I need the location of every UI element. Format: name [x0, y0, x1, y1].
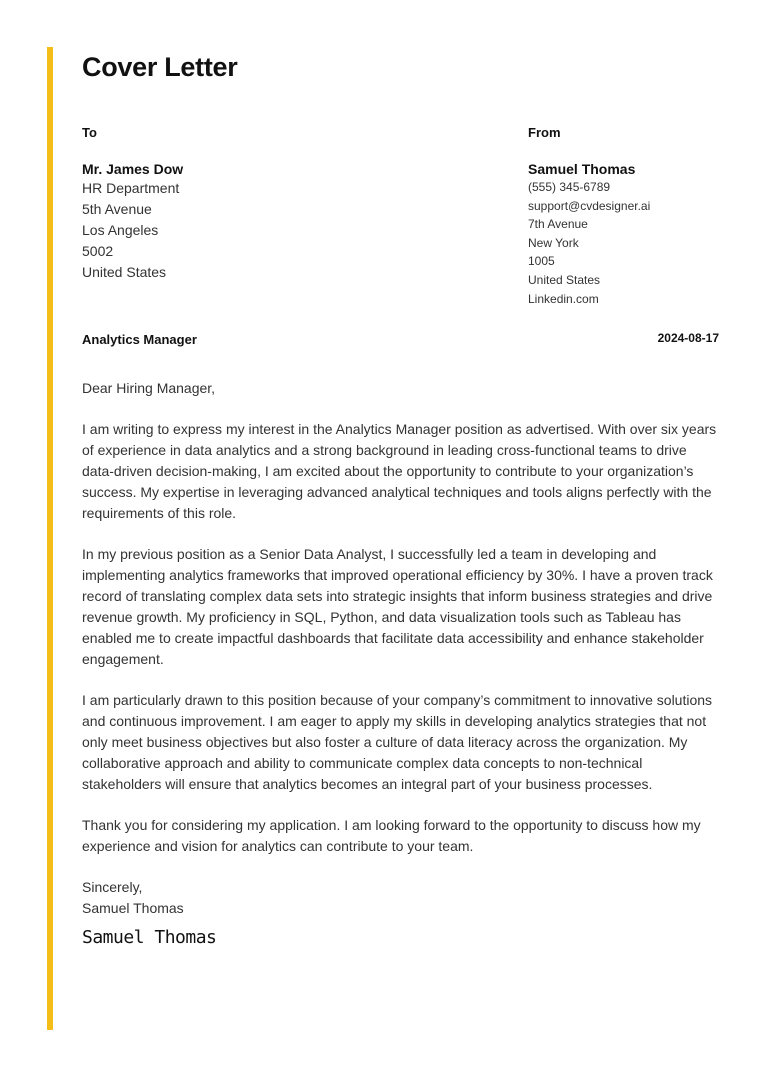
signature: Samuel Thomas — [82, 927, 217, 948]
page-title: Cover Letter — [82, 52, 238, 82]
recipient-postal-code: 5002 — [82, 243, 114, 259]
sender-phone: (555) 345-6789 — [528, 180, 611, 194]
closing-block — [82, 877, 722, 919]
recipient-address — [82, 178, 382, 283]
sender-contact — [528, 178, 728, 308]
paragraph-3: I am particularly drawn to this position because of your company’s commitment to innovative solutions and continuous improvement. I am eager to apply my skills in developing analytics strategies that not only meet business objectives but also foster a culture of data literacy across the organization. My collaborative approach and ability to communicate complex data concepts to non-technical stakeholders will ensure that analytics becomes an integral part of your business processes. — [82, 692, 713, 792]
recipient-name: Mr. James Dow — [82, 161, 184, 177]
recipient-street: 5th Avenue — [82, 201, 152, 217]
letter-date: 2024-08-17 — [657, 331, 719, 345]
sender-email: support@cvdesigner.ai — [528, 198, 651, 213]
closing: Sincerely, — [82, 879, 143, 895]
sender-block — [528, 124, 728, 308]
sender-name: Samuel Thomas — [528, 161, 636, 177]
sender-country: United States — [528, 272, 601, 287]
recipient-city: Los Angeles — [82, 222, 159, 238]
from-heading: From — [528, 125, 561, 140]
sender-linkedin: Linkedin.com — [528, 291, 599, 306]
recipient-block — [82, 124, 382, 283]
closing-name: Samuel Thomas — [82, 900, 184, 916]
accent-bar — [47, 47, 53, 1030]
recipient-department: HR Department — [82, 180, 180, 196]
paragraph-4: Thank you for considering my application. I am looking forward to the opportunity to discuss how my experience and vision for analytics can contribute to your team. — [82, 817, 701, 854]
recipient-country: United States — [82, 264, 167, 280]
to-heading: To — [82, 125, 97, 140]
paragraph-2: In my previous position as a Senior Data Analyst, I successfully led a team in developing and implementing analytics frameworks that improved operational efficiency by 30%. I have a proven track record of translating complex data sets into strategic insights that inform business strategies and drive revenue growth. My proficiency in SQL, Python, and data visualization tools such as Tableau has enabled me to create impactful dashboards that facilitate data accessibility and enhance stakeholder engagement. — [82, 546, 713, 667]
sender-city: New York — [528, 235, 579, 250]
paragraph-1: I am writing to express my interest in the Analytics Manager position as advertised. With over six years of experience in data analytics and a strong background in leading cross-functional teams to drive data-driven decision-making, I am excited about the opportunity to contribute to your organization’s success. My expertise in leveraging advanced analytical techniques and tools aligns perfectly with the requirements of this role. — [82, 421, 717, 521]
letter-body — [82, 378, 722, 952]
job-title: Analytics Manager — [82, 332, 197, 347]
sender-postal-code: 1005 — [528, 254, 555, 269]
sender-street: 7th Avenue — [528, 217, 588, 232]
salutation: Dear Hiring Manager, — [82, 380, 216, 396]
